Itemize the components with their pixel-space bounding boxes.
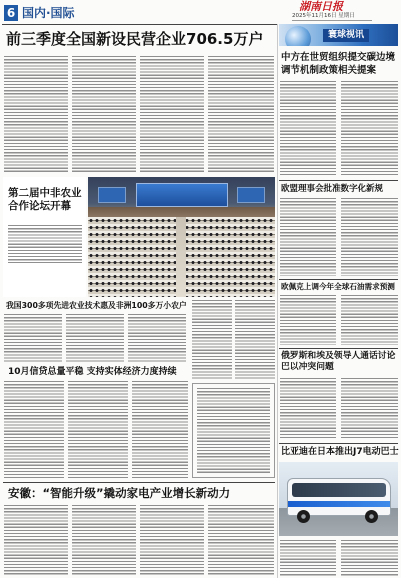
lead-article-body-col-2 bbox=[72, 56, 136, 174]
editor-credits-line bbox=[292, 20, 372, 21]
column-divider bbox=[277, 24, 278, 578]
eu-council-body-col-2 bbox=[341, 198, 398, 276]
anhui-body-col-4 bbox=[208, 505, 274, 576]
world-news-banner-title: 寰球视讯 bbox=[323, 29, 369, 42]
world-divider-1 bbox=[279, 180, 398, 181]
issue-date: 2025年11月16日 星期日 bbox=[292, 13, 355, 19]
anhui-body-col-1 bbox=[4, 505, 68, 576]
agri-tech-body-col-1 bbox=[4, 314, 62, 362]
side-screen-right bbox=[237, 187, 265, 203]
header-divider bbox=[2, 24, 277, 25]
forum-conference-photo bbox=[88, 177, 275, 297]
opec-body-col-1 bbox=[280, 295, 336, 345]
side-screen-left bbox=[98, 187, 126, 203]
russia-egypt-body-col-2 bbox=[341, 378, 398, 440]
eu-council-body-col-1 bbox=[280, 198, 336, 276]
stage bbox=[88, 207, 275, 217]
bus-windows bbox=[292, 483, 386, 497]
stage-screen bbox=[136, 183, 228, 207]
russia-egypt-body-col-1 bbox=[280, 378, 336, 440]
globe-icon bbox=[285, 26, 311, 46]
credit-headline: 10月信贷总量平稳 支持实体经济力度持续 bbox=[8, 367, 177, 377]
forum-headline bbox=[8, 187, 82, 213]
lead-article-body-col-1 bbox=[4, 56, 68, 174]
forum-article-body-col-1 bbox=[192, 300, 232, 380]
electric-bus-photo bbox=[279, 462, 398, 536]
russia-egypt-headline-line-1: 俄罗斯和埃及领导人通话讨论 bbox=[281, 351, 396, 361]
credit-body-col-3 bbox=[132, 381, 188, 478]
credit-body-col-2 bbox=[68, 381, 128, 478]
byd-bus-headline: 比亚迪在日本推出J7电动巴士 bbox=[281, 447, 399, 457]
credit-side-box bbox=[192, 383, 275, 478]
world-divider-3 bbox=[279, 348, 398, 349]
forum-headline-line-1: 第二届中非农业 bbox=[8, 187, 82, 199]
anhui-headline: 安徽：“智能升级”撬动家电产业增长新动力 bbox=[8, 486, 231, 500]
lead-article-body-col-4 bbox=[208, 56, 274, 174]
section-divider bbox=[3, 482, 275, 483]
lead-article-body-col-3 bbox=[140, 56, 204, 174]
opec-body-col-2 bbox=[341, 295, 398, 345]
agri-tech-body-col-2 bbox=[66, 314, 124, 362]
forum-caption-text bbox=[8, 225, 82, 263]
wto-proposal-body-col-2 bbox=[341, 81, 398, 177]
section-title: 国内·国际 bbox=[22, 6, 75, 20]
wto-proposal-headline bbox=[281, 51, 395, 77]
center-aisle bbox=[176, 217, 186, 297]
opec-headline: 欧佩克上调今年全球石油需求预测 bbox=[281, 282, 395, 291]
masthead-logo: 湖南日报 bbox=[299, 0, 343, 13]
byd-bus-body-col-2 bbox=[341, 540, 398, 576]
anhui-body-col-3 bbox=[140, 505, 204, 576]
world-divider-2 bbox=[279, 279, 398, 280]
wto-proposal-headline-line-2: 调节机制政策相关提案 bbox=[281, 65, 377, 76]
russia-egypt-headline-line-2: 巴以冲突问题 bbox=[281, 362, 334, 372]
world-divider-4 bbox=[279, 443, 398, 444]
bus-stripe bbox=[288, 501, 390, 507]
page-number-badge: 6 bbox=[4, 5, 18, 21]
credit-side-box-text bbox=[197, 388, 270, 473]
eu-council-headline: 欧盟理事会批准数字化新规 bbox=[281, 184, 384, 194]
forum-article-body-col-2 bbox=[235, 300, 275, 380]
agri-tech-headline: 我国300多项先进农业技术惠及非洲100多万小农户 bbox=[6, 301, 187, 310]
credit-body-col-1 bbox=[4, 381, 64, 478]
bus-rear-wheel bbox=[365, 510, 378, 523]
russia-egypt-headline bbox=[281, 351, 395, 373]
wto-proposal-body-col-1 bbox=[280, 81, 336, 177]
anhui-body-col-2 bbox=[72, 505, 136, 576]
wto-proposal-headline-line-1: 中方在世贸组织提交碳边境 bbox=[281, 52, 396, 63]
forum-headline-line-2: 合作论坛开幕 bbox=[8, 200, 71, 212]
bus-front-wheel bbox=[297, 510, 310, 523]
lead-headline: 前三季度全国新设民营企业706.5万户 bbox=[6, 30, 264, 48]
agri-tech-body-col-3 bbox=[128, 314, 186, 362]
world-news-banner bbox=[279, 24, 398, 46]
byd-bus-body-col-1 bbox=[280, 540, 336, 576]
forum-caption-box bbox=[3, 177, 86, 297]
